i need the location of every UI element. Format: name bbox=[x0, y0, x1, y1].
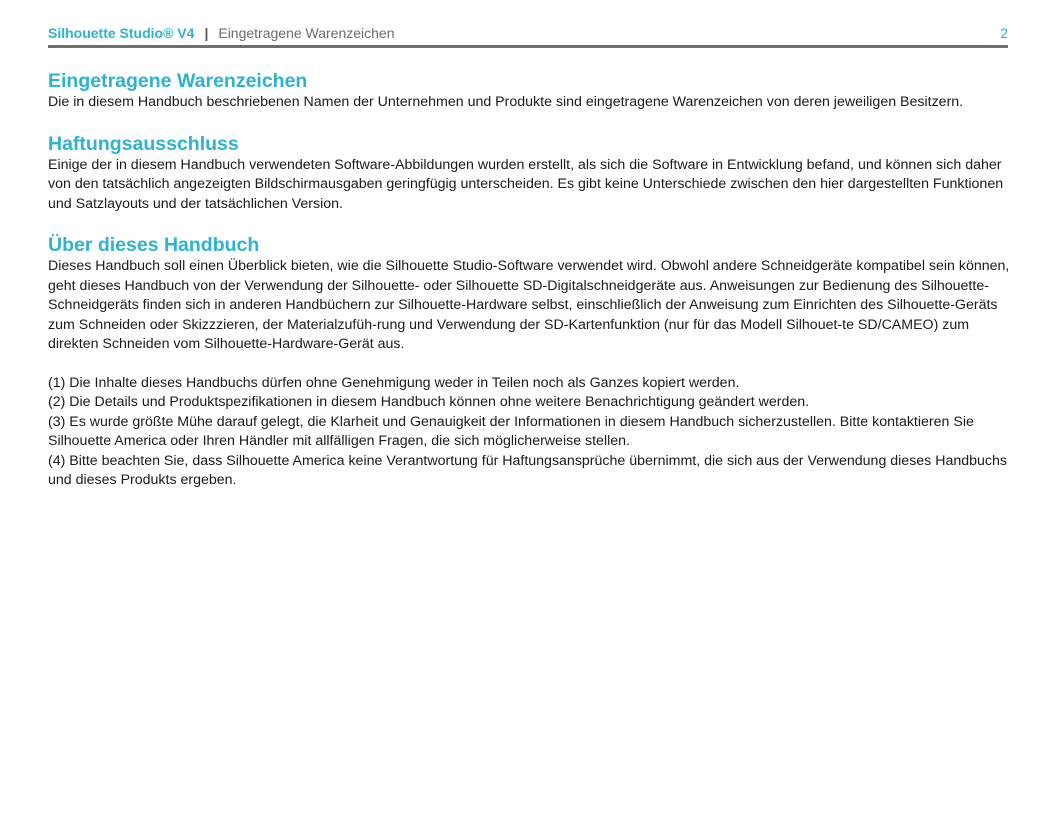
section-heading: Eingetragene Warenzeichen bbox=[48, 70, 308, 92]
section-trademarks bbox=[48, 69, 1013, 113]
section-about-manual bbox=[48, 233, 1013, 355]
document-title: Silhouette Studio® V4 bbox=[48, 25, 195, 41]
section-heading: Über dieses Handbuch bbox=[48, 234, 260, 256]
section-disclaimer bbox=[48, 132, 1013, 215]
note-item: (4) Bitte beachten Sie, dass Silhouette America keine Verantwortung für Haftungsansprüche übernimmt, die sich aus der Verwendung dieses Handbuchs und dieses Produkts ergeben. bbox=[48, 452, 1007, 488]
header-divider bbox=[48, 45, 1008, 48]
note-item: (3) Es wurde größte Mühe darauf gelegt, die Klarheit und Genauigkeit der Informationen in diesem Handbuch sicherzustellen. Bitte kontaktieren Sie Silhouette America oder Ihren Händler mit allfälligen Fragen, die sich möglicherweise stellen. bbox=[48, 413, 974, 449]
section-body: Einige der in diesem Handbuch verwendeten Software-Abbildungen wurden erstellt, als sich die Software in Entwicklung befand, und können sich daher von den tatsächlich angezeigten Bildschirmausgaben geringfügig unterscheiden. Es gibt keine Unterschiede zwischen den hier dargestellten Funktionen und Satzlayouts und der tatsächlichen Version. bbox=[48, 156, 1004, 212]
note-item: (1) Die Inhalte dieses Handbuchs dürfen ohne Genehmigung weder in Teilen noch als Ganzes kopiert werden. bbox=[48, 374, 740, 391]
section-body: Die in diesem Handbuch beschriebenen Namen der Unternehmen und Produkte sind eingetragene Warenzeichen von deren jeweiligen Besitzern. bbox=[48, 94, 964, 110]
page-header bbox=[48, 24, 1008, 44]
section-heading: Haftungsausschluss bbox=[48, 132, 239, 155]
page-content bbox=[48, 69, 1013, 491]
header-separator: | bbox=[204, 25, 209, 41]
note-item: (2) Die Details und Produktspezifikationen in diesem Handbuch können ohne weitere Benachrichtigung geändert werden. bbox=[48, 394, 810, 410]
page-number: 2 bbox=[1000, 25, 1008, 41]
notes-list bbox=[48, 374, 1013, 491]
section-body: Dieses Handbuch soll einen Überblick bieten, wie die Silhouette Studio-Software verwendet wird. Obwohl andere Schneidgeräte kompatibel sein können, geht dieses Handbuch von der Verwendung der Silhouette- oder Silhouette SD-Digitalschneidgeräte aus. Anweisungen zur Bedienung des Silhouette-Schneidgeräts finden sich in anderen Handbüchern zur Silhouette-Hardware selbst, einschließlich der Anweisung zum Einrichten des Silhouette-Geräts zum Schneiden oder Skizzzieren, der Materialzufüh-rung und Verwendung der SD-Kartenfunktion (nur für das Modell Silhouet-te SD/CAMEO) zum direkten Schneiden vom Silhouette-Hardware-Gerät aus. bbox=[48, 258, 1010, 352]
section-title: Eingetragene Warenzeichen bbox=[218, 25, 395, 41]
